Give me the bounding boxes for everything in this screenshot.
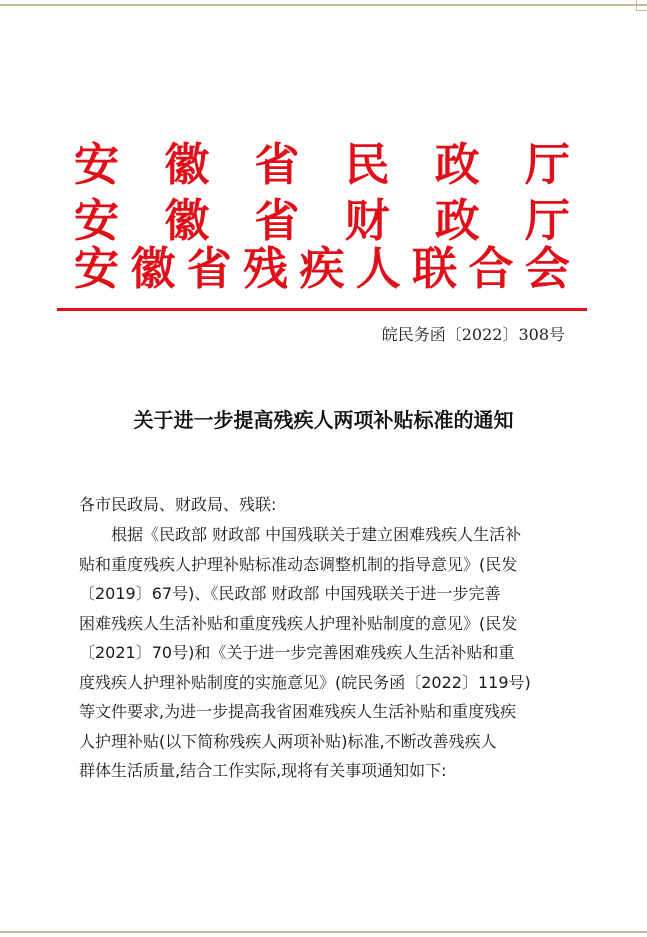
issuer-char: 残 bbox=[243, 242, 289, 295]
body-line: 贴和重度残疾人护理补贴标准动态调整机制的指导意见》(民发 bbox=[79, 554, 518, 574]
issuer-char: 厅 bbox=[524, 138, 570, 191]
issuer-char: 安 bbox=[74, 194, 120, 247]
issuer-char: 徽 bbox=[130, 242, 176, 295]
issuer-char: 省 bbox=[254, 138, 300, 191]
body-line: 人护理补贴(以下简称残疾人两项补贴)标准,不断改善残疾人 bbox=[79, 731, 497, 751]
body-line: 群体生活质量,结合工作实际,现将有关事项通知如下: bbox=[79, 761, 447, 780]
issuer-char: 徽 bbox=[164, 194, 210, 247]
issuer-char: 民 bbox=[344, 138, 390, 191]
salutation: 各市民政局、财政局、残联: bbox=[79, 495, 277, 514]
issuer-char: 会 bbox=[524, 242, 570, 295]
issuer-char: 人 bbox=[355, 242, 401, 295]
issuer-char: 联 bbox=[412, 242, 458, 295]
body-line: 等文件要求,为进一步提高我省困难残疾人生活补贴和重度残疾 bbox=[79, 702, 517, 721]
issuer-line-finance bbox=[74, 196, 570, 246]
document-number: 皖民务函〔2022〕308号 bbox=[381, 325, 565, 344]
body-line: 困难残疾人生活补贴和重度残疾人护理补贴制度的意见》(民发 bbox=[79, 613, 518, 633]
red-header-rule bbox=[57, 308, 587, 311]
issuer-char: 疾 bbox=[299, 242, 345, 295]
issuer-char: 厅 bbox=[524, 194, 570, 247]
issuer-line-civil-affairs bbox=[74, 140, 570, 190]
issuer-char: 财 bbox=[344, 194, 390, 247]
issuer-char: 合 bbox=[468, 242, 514, 295]
issuer-char: 安 bbox=[74, 138, 120, 191]
body-paragraph bbox=[79, 520, 569, 786]
body-line: 〔2021〕70号)和《关于进一步完善困难残疾人生活补贴和重 bbox=[79, 643, 515, 662]
body-line: 〔2019〕67号)、《民政部 财政部 中国残联关于进一步完善 bbox=[79, 584, 501, 603]
corner-mark bbox=[636, 0, 647, 11]
issuer-char: 徽 bbox=[164, 138, 210, 191]
issuer-char: 省 bbox=[186, 242, 232, 295]
issuer-char: 政 bbox=[434, 194, 480, 247]
document-title: 关于进一步提高残疾人两项补贴标准的通知 bbox=[133, 408, 514, 432]
issuer-char: 安 bbox=[74, 242, 120, 295]
issuer-line-disabled-federation bbox=[74, 244, 570, 294]
body-line: 度残疾人护理补贴制度的实施意见》(皖民务函〔2022〕119号) bbox=[79, 672, 531, 692]
issuer-char: 政 bbox=[434, 138, 480, 191]
issuer-char: 省 bbox=[254, 194, 300, 247]
body-line: 根据《民政部 财政部 中国残联关于建立困难残疾人生活补 bbox=[79, 525, 522, 544]
